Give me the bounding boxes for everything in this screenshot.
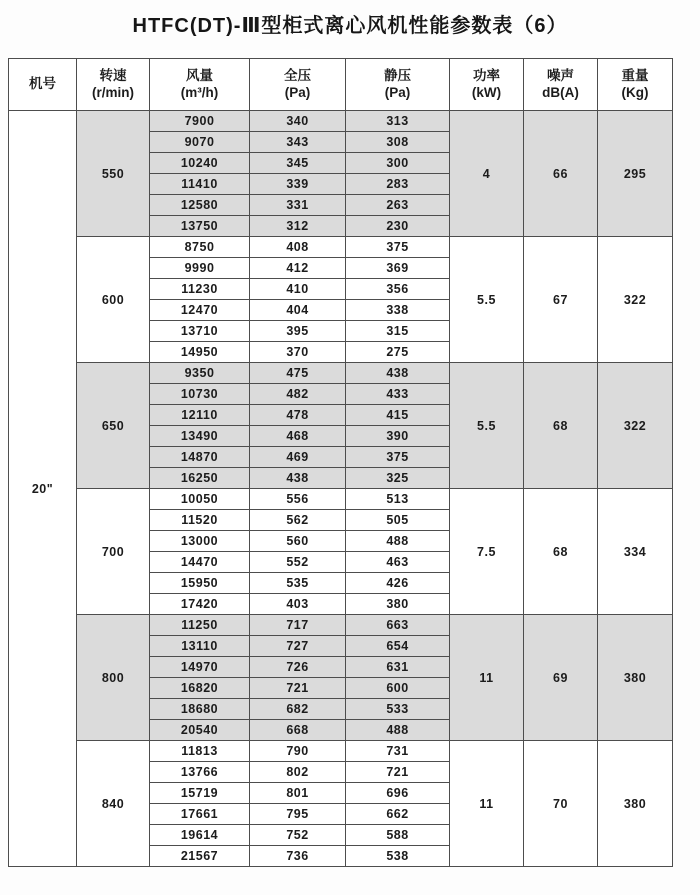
- total-pressure-cell: 412: [250, 258, 346, 279]
- header-sub: (Kg): [621, 84, 649, 100]
- noise-cell: 70: [524, 741, 598, 867]
- noise-cell: 68: [524, 363, 598, 489]
- airflow-cell: 17420: [150, 594, 250, 615]
- static-pressure-cell: 488: [346, 531, 450, 552]
- header-machine-no: [9, 59, 77, 111]
- table-body: [9, 111, 673, 867]
- header-label: 机号: [29, 76, 56, 92]
- static-pressure-cell: 654: [346, 636, 450, 657]
- static-pressure-cell: 533: [346, 699, 450, 720]
- airflow-cell: 13750: [150, 216, 250, 237]
- total-pressure-cell: 726: [250, 657, 346, 678]
- weight-cell: 334: [598, 489, 673, 615]
- airflow-cell: 10730: [150, 384, 250, 405]
- static-pressure-cell: 663: [346, 615, 450, 636]
- static-pressure-cell: 369: [346, 258, 450, 279]
- header-noise: [524, 59, 598, 111]
- total-pressure-cell: 752: [250, 825, 346, 846]
- static-pressure-cell: 275: [346, 342, 450, 363]
- header-sub: dB(A): [542, 84, 579, 100]
- header-sub: (kW): [471, 84, 502, 100]
- airflow-cell: 20540: [150, 720, 250, 741]
- airflow-cell: 15719: [150, 783, 250, 804]
- header-label: 噪声: [547, 67, 574, 83]
- static-pressure-cell: 696: [346, 783, 450, 804]
- header-sub: (Pa): [384, 84, 411, 100]
- static-pressure-cell: 356: [346, 279, 450, 300]
- noise-cell: 68: [524, 489, 598, 615]
- static-pressure-cell: 538: [346, 846, 450, 867]
- airflow-cell: 16250: [150, 468, 250, 489]
- static-pressure-cell: 315: [346, 321, 450, 342]
- airflow-cell: 14970: [150, 657, 250, 678]
- airflow-cell: 13710: [150, 321, 250, 342]
- total-pressure-cell: 556: [250, 489, 346, 510]
- total-pressure-cell: 408: [250, 237, 346, 258]
- speed-cell: 700: [77, 489, 150, 615]
- header-label: 静压: [384, 67, 411, 83]
- static-pressure-cell: 438: [346, 363, 450, 384]
- airflow-cell: 10240: [150, 153, 250, 174]
- static-pressure-cell: 488: [346, 720, 450, 741]
- weight-cell: 380: [598, 615, 673, 741]
- total-pressure-cell: 345: [250, 153, 346, 174]
- header-label: 重量: [621, 67, 649, 83]
- header-label: 风量: [186, 67, 213, 83]
- table-row: [9, 489, 673, 510]
- airflow-cell: 7900: [150, 111, 250, 132]
- header-power: [450, 59, 524, 111]
- header-label: 全压: [284, 67, 311, 83]
- airflow-cell: 11520: [150, 510, 250, 531]
- speed-cell: 840: [77, 741, 150, 867]
- header-sub: (r/min): [92, 84, 134, 100]
- static-pressure-cell: 426: [346, 573, 450, 594]
- airflow-cell: 11230: [150, 279, 250, 300]
- weight-cell: 322: [598, 363, 673, 489]
- airflow-cell: 17661: [150, 804, 250, 825]
- weight-cell: 322: [598, 237, 673, 363]
- airflow-cell: 15950: [150, 573, 250, 594]
- total-pressure-cell: 682: [250, 699, 346, 720]
- page-title: HTFC(DT)-Ⅲ型柜式离心风机性能参数表（6）: [132, 15, 568, 37]
- power-cell: 11: [450, 615, 524, 741]
- total-pressure-cell: 339: [250, 174, 346, 195]
- speed-cell: 550: [77, 111, 150, 237]
- static-pressure-cell: 300: [346, 153, 450, 174]
- total-pressure-cell: 736: [250, 846, 346, 867]
- airflow-cell: 19614: [150, 825, 250, 846]
- static-pressure-cell: 662: [346, 804, 450, 825]
- total-pressure-cell: 370: [250, 342, 346, 363]
- total-pressure-cell: 790: [250, 741, 346, 762]
- airflow-cell: 12110: [150, 405, 250, 426]
- total-pressure-cell: 668: [250, 720, 346, 741]
- static-pressure-cell: 390: [346, 426, 450, 447]
- header-label: 功率: [473, 67, 500, 83]
- total-pressure-cell: 717: [250, 615, 346, 636]
- airflow-cell: 12580: [150, 195, 250, 216]
- header-row: [9, 59, 673, 111]
- static-pressure-cell: 600: [346, 678, 450, 699]
- total-pressure-cell: 562: [250, 510, 346, 531]
- total-pressure-cell: 410: [250, 279, 346, 300]
- static-pressure-cell: 283: [346, 174, 450, 195]
- header-speed: [77, 59, 150, 111]
- power-cell: 11: [450, 741, 524, 867]
- static-pressure-cell: 721: [346, 762, 450, 783]
- airflow-cell: 11250: [150, 615, 250, 636]
- static-pressure-cell: 463: [346, 552, 450, 573]
- noise-cell: 67: [524, 237, 598, 363]
- static-pressure-cell: 588: [346, 825, 450, 846]
- airflow-cell: 11410: [150, 174, 250, 195]
- speed-cell: 800: [77, 615, 150, 741]
- table-row: [9, 615, 673, 636]
- static-pressure-cell: 375: [346, 447, 450, 468]
- total-pressure-cell: 331: [250, 195, 346, 216]
- total-pressure-cell: 340: [250, 111, 346, 132]
- total-pressure-cell: 535: [250, 573, 346, 594]
- weight-cell: 295: [598, 111, 673, 237]
- noise-cell: 66: [524, 111, 598, 237]
- total-pressure-cell: 468: [250, 426, 346, 447]
- static-pressure-cell: 325: [346, 468, 450, 489]
- power-cell: 5.5: [450, 237, 524, 363]
- static-pressure-cell: 338: [346, 300, 450, 321]
- static-pressure-cell: 505: [346, 510, 450, 531]
- table-row: [9, 741, 673, 762]
- airflow-cell: 9070: [150, 132, 250, 153]
- airflow-cell: 16820: [150, 678, 250, 699]
- table-row: [9, 363, 673, 384]
- airflow-cell: 12470: [150, 300, 250, 321]
- weight-cell: 380: [598, 741, 673, 867]
- total-pressure-cell: 802: [250, 762, 346, 783]
- header-weight: [598, 59, 673, 111]
- table-header: [9, 59, 673, 111]
- total-pressure-cell: 469: [250, 447, 346, 468]
- airflow-cell: 14470: [150, 552, 250, 573]
- power-cell: 4: [450, 111, 524, 237]
- speed-cell: 650: [77, 363, 150, 489]
- speed-cell: 600: [77, 237, 150, 363]
- total-pressure-cell: 801: [250, 783, 346, 804]
- airflow-cell: 9350: [150, 363, 250, 384]
- airflow-cell: 10050: [150, 489, 250, 510]
- airflow-cell: 18680: [150, 699, 250, 720]
- airflow-cell: 14870: [150, 447, 250, 468]
- airflow-cell: 13000: [150, 531, 250, 552]
- static-pressure-cell: 415: [346, 405, 450, 426]
- total-pressure-cell: 560: [250, 531, 346, 552]
- airflow-cell: 11813: [150, 741, 250, 762]
- noise-cell: 69: [524, 615, 598, 741]
- total-pressure-cell: 721: [250, 678, 346, 699]
- static-pressure-cell: 375: [346, 237, 450, 258]
- header-airflow: [150, 59, 250, 111]
- header-static-pressure: [346, 59, 450, 111]
- static-pressure-cell: 631: [346, 657, 450, 678]
- total-pressure-cell: 403: [250, 594, 346, 615]
- total-pressure-cell: 795: [250, 804, 346, 825]
- total-pressure-cell: 482: [250, 384, 346, 405]
- machine-no-cell: 20": [9, 111, 77, 867]
- header-sub: (m³/h): [180, 84, 219, 100]
- total-pressure-cell: 395: [250, 321, 346, 342]
- header-sub: (Pa): [284, 84, 311, 100]
- airflow-cell: 13766: [150, 762, 250, 783]
- power-cell: 7.5: [450, 489, 524, 615]
- static-pressure-cell: 313: [346, 111, 450, 132]
- total-pressure-cell: 727: [250, 636, 346, 657]
- table-row: [9, 237, 673, 258]
- airflow-cell: 9990: [150, 258, 250, 279]
- static-pressure-cell: 433: [346, 384, 450, 405]
- power-cell: 5.5: [450, 363, 524, 489]
- static-pressure-cell: 230: [346, 216, 450, 237]
- total-pressure-cell: 312: [250, 216, 346, 237]
- static-pressure-cell: 308: [346, 132, 450, 153]
- total-pressure-cell: 475: [250, 363, 346, 384]
- total-pressure-cell: 404: [250, 300, 346, 321]
- static-pressure-cell: 380: [346, 594, 450, 615]
- airflow-cell: 13110: [150, 636, 250, 657]
- static-pressure-cell: 263: [346, 195, 450, 216]
- total-pressure-cell: 552: [250, 552, 346, 573]
- airflow-cell: 13490: [150, 426, 250, 447]
- fan-performance-table: [8, 58, 673, 867]
- header-label: 转速: [99, 67, 127, 83]
- airflow-cell: 14950: [150, 342, 250, 363]
- total-pressure-cell: 478: [250, 405, 346, 426]
- table-row: [9, 111, 673, 132]
- static-pressure-cell: 513: [346, 489, 450, 510]
- static-pressure-cell: 731: [346, 741, 450, 762]
- airflow-cell: 8750: [150, 237, 250, 258]
- airflow-cell: 21567: [150, 846, 250, 867]
- total-pressure-cell: 438: [250, 468, 346, 489]
- header-total-pressure: [250, 59, 346, 111]
- total-pressure-cell: 343: [250, 132, 346, 153]
